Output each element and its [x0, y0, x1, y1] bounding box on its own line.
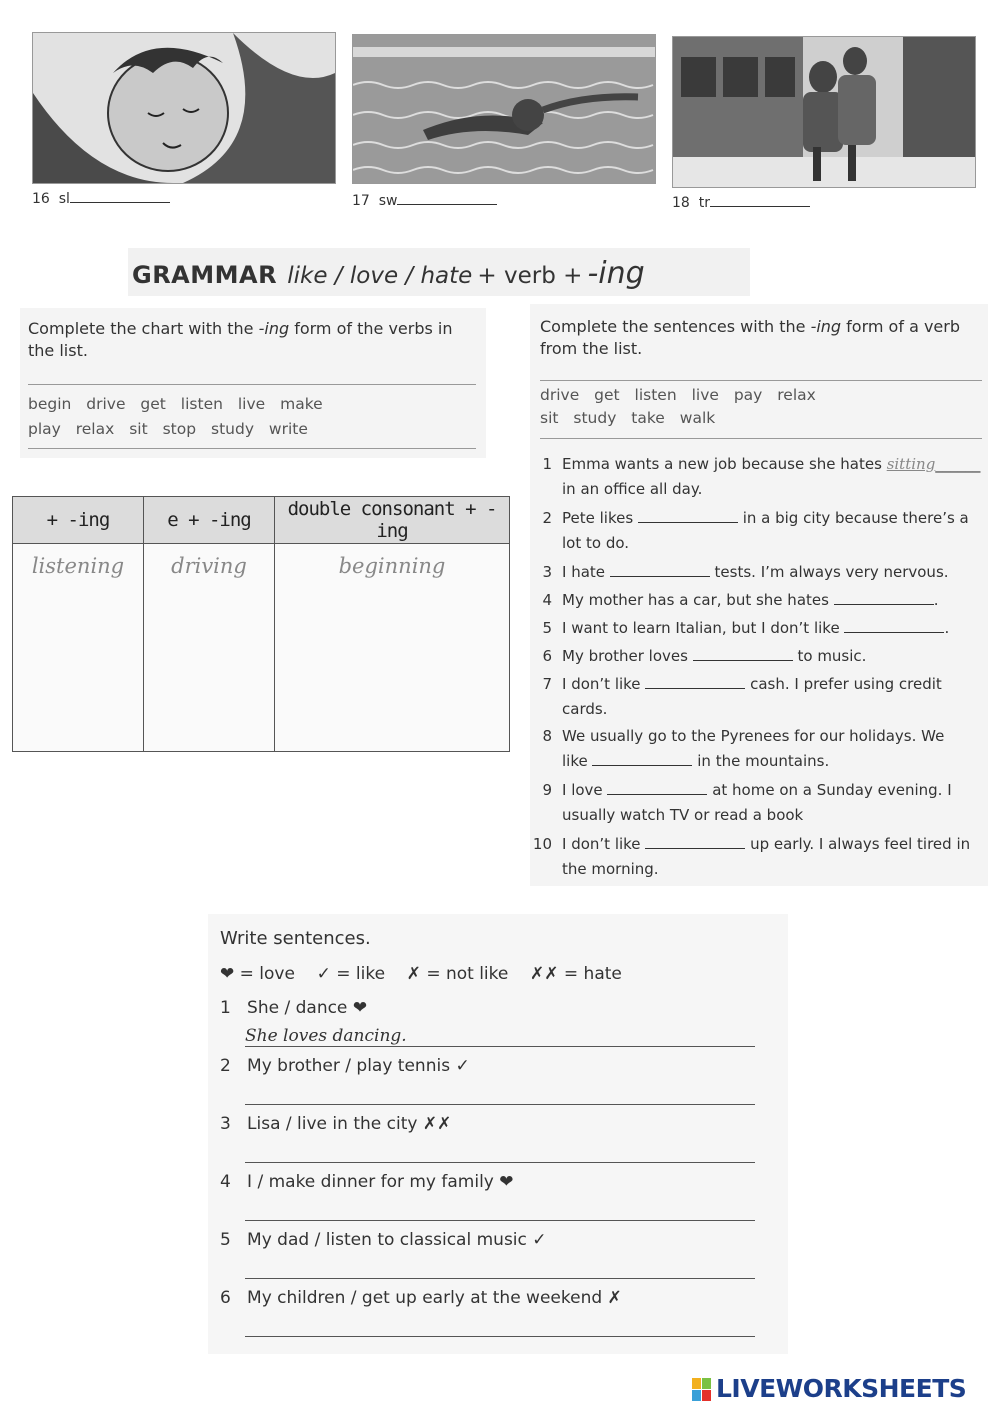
- sentence-number: 6: [542, 647, 552, 665]
- write-item-number: 2: [220, 1056, 231, 1076]
- sentence-number: 2: [542, 509, 552, 527]
- write-item-number: 3: [220, 1114, 231, 1134]
- sentence-text: My brother loves: [562, 647, 693, 665]
- chart-header-row: [13, 497, 510, 544]
- sentence-number: 3: [542, 563, 552, 581]
- chart-instruction: [28, 318, 483, 362]
- ing-chart-table: [12, 496, 510, 752]
- chart-wordlist: [28, 392, 323, 442]
- chart-wordlist-top-rule: [28, 384, 476, 385]
- sentence-instruction-em: -ing: [810, 317, 842, 336]
- chart-words-line1: begin drive get listen live make: [28, 395, 323, 413]
- write-answer-line[interactable]: [245, 1162, 755, 1163]
- love-heart-icon: ❤: [220, 964, 235, 984]
- grammar-plus-verb: + verb +: [477, 263, 583, 289]
- liveworksheets-logo-text: LIVEWORKSHEETS: [716, 1374, 967, 1403]
- sentence-wordlist: [540, 384, 816, 430]
- picture-17-number: 17: [352, 193, 370, 209]
- write-item: [220, 1288, 622, 1308]
- write-item-prompt: My dad / listen to classical music: [247, 1230, 527, 1250]
- sentence-text: I don’t like: [562, 835, 646, 853]
- write-item: [220, 998, 367, 1018]
- chart-words-line2: play relax sit stop study write: [28, 420, 308, 438]
- sentence-blank[interactable]: [638, 508, 738, 523]
- key-love-label: = love: [239, 964, 295, 984]
- sentence-text-line2: the morning.: [562, 860, 659, 878]
- liveworksheets-logo[interactable]: [692, 1374, 992, 1406]
- write-item-number: 1: [220, 998, 231, 1018]
- write-item-number: 5: [220, 1230, 231, 1250]
- sentence-number: 4: [542, 591, 552, 609]
- sentence-words-line2: sit study take walk: [540, 409, 716, 427]
- sentence-text-rest: tests. I’m always very nervous.: [709, 563, 949, 581]
- key-hate-label: = hate: [563, 964, 622, 984]
- write-item-prompt: My brother / play tennis: [247, 1056, 451, 1076]
- sentence-text-rest: up early. I always feel tired in: [745, 835, 971, 853]
- sentence-text-line2: like: [562, 752, 593, 770]
- write-item-prompt: She / dance: [247, 998, 348, 1018]
- sentence-wordlist-top-rule: [540, 380, 982, 381]
- picture-18-blank[interactable]: [710, 194, 810, 207]
- write-item-example-answer: She loves dancing.: [245, 1026, 407, 1046]
- like-check-icon: ✓: [532, 1230, 547, 1250]
- picture-18-number: 18: [672, 195, 690, 211]
- write-sentences-title: Write sentences.: [220, 928, 371, 949]
- key-not-like-label: = not like: [426, 964, 509, 984]
- sentence-text: My mother has a car, but she hates: [562, 591, 834, 609]
- sentence-text-rest: to music.: [792, 647, 867, 665]
- write-item-number: 4: [220, 1172, 231, 1192]
- grammar-topic: like / love / hate: [287, 263, 473, 289]
- hate-double-cross-icon: ✗✗: [422, 1114, 452, 1134]
- chart-cell-double-consonant[interactable]: [275, 544, 510, 752]
- write-item-prompt: Lisa / live in the city: [247, 1114, 418, 1134]
- picture-17-caption: [352, 192, 497, 209]
- write-item-prompt: My children / get up early at the weekend: [247, 1288, 603, 1308]
- sentence-text: I love: [562, 781, 608, 799]
- sentence-text: I want to learn Italian, but I don’t like: [562, 619, 845, 637]
- sentence-instruction-pre: Complete the sentences with the: [540, 317, 811, 336]
- write-item: [220, 1230, 547, 1250]
- sentence-number: 1: [542, 455, 552, 473]
- write-answer-line[interactable]: [245, 1104, 755, 1105]
- sentence-text: Emma wants a new job because she hates: [562, 455, 887, 473]
- not-like-cross-icon: ✗: [607, 1288, 622, 1308]
- sentence-text-rest: .: [933, 591, 939, 609]
- picture-16-blank[interactable]: [70, 190, 170, 203]
- sentence-text: I hate: [562, 563, 610, 581]
- grammar-label: GRAMMAR: [132, 261, 278, 289]
- sentence-instruction: [540, 316, 980, 360]
- sentence-text-line2: lot to do.: [562, 534, 630, 552]
- sentence-text-rest: at home on a Sunday evening. I: [707, 781, 952, 799]
- write-answer-line[interactable]: [245, 1278, 755, 1279]
- chart-instruction-post: form of the verbs in the list.: [28, 319, 453, 360]
- sentence-text-line2: cards.: [562, 700, 608, 718]
- picture-17-blank[interactable]: [397, 192, 497, 205]
- like-check-icon: ✓: [455, 1056, 470, 1076]
- write-item-number: 6: [220, 1288, 231, 1308]
- swimming-picture: [352, 34, 656, 184]
- sentence-blank[interactable]: [844, 618, 944, 633]
- chart-example-listening: listening: [31, 554, 125, 578]
- sentence-text-rest: .: [944, 619, 950, 637]
- picture-17-prefix: sw: [378, 193, 398, 209]
- picture-16-number: 16: [32, 191, 50, 207]
- grammar-heading: [128, 248, 750, 296]
- chart-instruction-em: -ing: [258, 319, 290, 338]
- chart-exercise-panel: [20, 308, 486, 458]
- sentence-exercise-panel: Complete the sentences with the -ing form of a verb from the list. drive get listen live pay relax sit study take walk 1 Emma wants a new job because she hates sitting______ in an office all day. 2 Pete likes in a big city because there’s a lot to do. 3 I hate tests. I’m always very nervous. 4 My mother has a car, but she hates . 5 I want to learn Italian, but I don’t like . 6 My brother loves to music. 7 I don’t like cash. I prefer using credit cards. 8 We usually go to the Pyrenees for our holidays. We like in the mountains. 9 I love at home on a Sunday evening. I usually watch TV or read a book 10 I don’t like up early. I always feel tired in the morning.: [530, 304, 988, 886]
- picture-16-prefix: sl: [58, 191, 70, 207]
- sentence-number: 8: [542, 727, 552, 745]
- train-picture: [672, 36, 976, 188]
- sentence-blank[interactable]: [645, 834, 745, 849]
- write-answer-line[interactable]: [245, 1046, 755, 1047]
- not-like-cross-icon: ✗: [406, 964, 421, 984]
- sentence-number: 7: [542, 675, 552, 693]
- chart-cell-ing[interactable]: [13, 544, 144, 752]
- sentence-instruction-post: form of a verb from the list.: [540, 317, 960, 358]
- sentence-blank[interactable]: [592, 751, 692, 766]
- chart-example-beginning: beginning: [338, 554, 446, 578]
- sentence-blank[interactable]: [834, 590, 934, 605]
- picture-16-caption: [32, 190, 170, 207]
- write-sentences-key: [220, 964, 622, 984]
- chart-body-row: [13, 544, 510, 752]
- write-item: [220, 1056, 470, 1076]
- grammar-ing: -ing: [587, 256, 645, 291]
- write-answer-line[interactable]: [245, 1220, 755, 1221]
- love-heart-icon: ❤: [499, 1172, 514, 1192]
- sentence-number: 9: [542, 781, 552, 799]
- key-like-label: = like: [336, 964, 386, 984]
- chart-cell-e-ing[interactable]: [144, 544, 275, 752]
- sentence-text-line2: in an office all day.: [562, 480, 703, 498]
- hate-double-cross-icon: ✗✗: [529, 964, 559, 984]
- sentence-wordlist-bottom-rule: [540, 438, 982, 439]
- love-heart-icon: ❤: [352, 998, 368, 1018]
- sentence-text-line2: usually watch TV or read a book: [562, 806, 804, 824]
- sentence-blank[interactable]: [607, 780, 707, 795]
- chart-header-ing: + -ing: [13, 497, 144, 544]
- picture-18-caption: [672, 194, 810, 211]
- sentence-number: 5: [542, 619, 552, 637]
- liveworksheets-logo-icon: [692, 1378, 712, 1402]
- picture-18-prefix: tr: [698, 195, 710, 211]
- sentence-text-rest: in a big city because there’s a: [737, 509, 969, 527]
- write-item-prompt: I / make dinner for my family: [247, 1172, 494, 1192]
- sentence-words-line1: drive get listen live pay relax: [540, 386, 816, 404]
- write-item: [220, 1172, 514, 1192]
- sleeping-picture: [32, 32, 336, 184]
- chart-instruction-pre: Complete the chart with the: [28, 319, 259, 338]
- sentence-text-rest: in the mountains.: [692, 752, 830, 770]
- sentence-number: 10: [532, 835, 552, 853]
- sentence-text-rest: cash. I prefer using credit: [745, 675, 942, 693]
- chart-wordlist-bottom-rule: [28, 448, 476, 449]
- sentence-blank[interactable]: [610, 562, 710, 577]
- sentence-answer-example: sitting: [886, 455, 936, 473]
- sentence-blank[interactable]: [693, 646, 793, 661]
- chart-header-e-ing: e + -ing: [144, 497, 275, 544]
- chart-example-driving: driving: [171, 554, 247, 578]
- chart-header-double-consonant: double consonant + -ing: [275, 497, 510, 544]
- sentence-text: I don’t like: [562, 675, 646, 693]
- sentence-text: We usually go to the Pyrenees for our holidays. We: [562, 727, 945, 745]
- write-answer-line[interactable]: [245, 1336, 755, 1337]
- sentence-text: Pete likes: [562, 509, 638, 527]
- write-item: [220, 1114, 451, 1134]
- sentence-blank[interactable]: [645, 674, 745, 689]
- like-check-icon: ✓: [316, 964, 331, 984]
